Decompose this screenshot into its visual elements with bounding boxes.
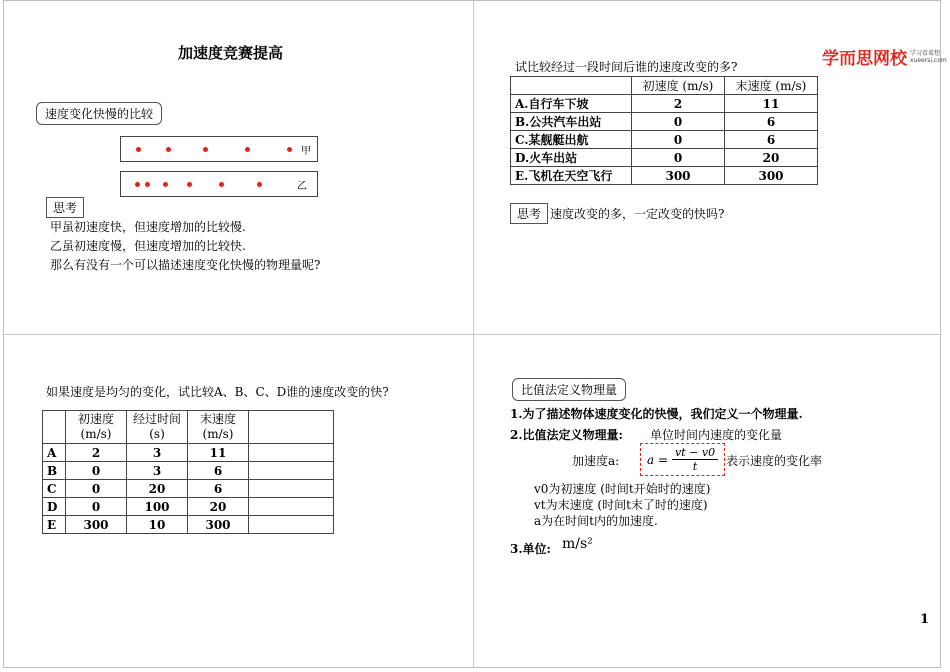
- slide4-line-2-suffix: 单位时间内速度的变化量: [650, 428, 783, 442]
- page-number: 1: [920, 612, 930, 627]
- table-cell: 10: [127, 516, 188, 534]
- table-cell: 0: [66, 480, 127, 498]
- table-cell: D: [43, 498, 66, 516]
- track-b-dot: [163, 182, 168, 187]
- def-a: a为在时间t内的加速度.: [534, 514, 658, 528]
- table-header-row: [43, 411, 334, 444]
- table-row: [43, 480, 334, 498]
- slide1-line-2: 乙虽初速度慢，但速度增加的比较快.: [50, 239, 246, 253]
- slide2-table: [510, 76, 818, 185]
- header-text: 经过时间: [132, 412, 181, 426]
- table-row: [511, 95, 818, 113]
- table-header-cell: [511, 77, 632, 95]
- table-cell: [249, 444, 334, 462]
- table-cell: [249, 480, 334, 498]
- table-cell: 0: [632, 149, 725, 167]
- slide2-question: 试比较经过一段时间后谁的速度改变的多?: [515, 60, 738, 74]
- table-cell: 6: [188, 462, 249, 480]
- track-b-dot: [187, 182, 192, 187]
- table-header-cell: [43, 411, 66, 444]
- track-b-dot: [145, 182, 150, 187]
- track-a-dot: [203, 147, 208, 152]
- accel-label: 加速度a:: [572, 454, 620, 468]
- table-cell: 6: [188, 480, 249, 498]
- table-cell: 2: [632, 95, 725, 113]
- slide1-line-3: 那么有没有一个可以描述速度变化快慢的物理量呢?: [50, 258, 321, 272]
- formula-numerator: vt − v0: [672, 446, 718, 460]
- formula-denominator: t: [692, 460, 698, 473]
- def-v0: v0为初速度 (时间t开始时的速度): [534, 482, 711, 496]
- table-header-cell: [188, 411, 249, 444]
- track-a-dot: [166, 147, 171, 152]
- table-header-cell: [66, 411, 127, 444]
- table-cell: 300: [66, 516, 127, 534]
- table-row: [43, 444, 334, 462]
- table-cell: 2: [66, 444, 127, 462]
- table-row: [511, 131, 818, 149]
- table-cell: B.公共汽车出站: [511, 113, 632, 131]
- table-row: [511, 167, 818, 185]
- track-a-label: 甲: [301, 146, 311, 157]
- slide1-title: 加速度竞赛提高: [178, 44, 284, 62]
- table-header-cell: [249, 411, 334, 444]
- formula-fraction: [672, 446, 718, 473]
- def-vt: vt为末速度 (时间t末了时的速度): [534, 498, 708, 512]
- header-unit: (m/s): [202, 427, 234, 441]
- table-cell: 20: [188, 498, 249, 516]
- table-cell: 11: [725, 95, 818, 113]
- brand-logo-sub2: xueersi.com: [910, 56, 947, 64]
- slide4-section-label: 比值法定义物理量: [512, 378, 626, 401]
- table-cell: E: [43, 516, 66, 534]
- table-header-row: [511, 77, 818, 95]
- slide3-table: [42, 410, 334, 534]
- track-b-dot: [135, 182, 140, 187]
- table-cell: [249, 498, 334, 516]
- track-a-dot: [287, 147, 292, 152]
- table-header-cell: [127, 411, 188, 444]
- slide1-think-label: 思考: [46, 197, 84, 218]
- table-cell: C: [43, 480, 66, 498]
- unit-label: 3.单位:: [510, 542, 551, 556]
- table-cell: 300: [725, 167, 818, 185]
- header-unit: (s): [149, 427, 165, 441]
- table-row: [43, 462, 334, 480]
- table-cell: A.自行车下坡: [511, 95, 632, 113]
- formula-note: 表示速度的变化率: [726, 454, 823, 468]
- table-header-cell: 初速度 (m/s): [632, 77, 725, 95]
- table-cell: 300: [188, 516, 249, 534]
- table-cell: A: [43, 444, 66, 462]
- header-unit: (m/s): [80, 427, 112, 441]
- table-cell: [249, 462, 334, 480]
- track-a-dot: [136, 147, 141, 152]
- table-cell: C.某舰艇出航: [511, 131, 632, 149]
- slide2-think-label: 思考: [510, 203, 548, 224]
- track-b-dot: [219, 182, 224, 187]
- table-row: [511, 113, 818, 131]
- formula-lhs: a =: [647, 452, 669, 467]
- header-text: 初速度: [77, 412, 114, 426]
- table-cell: 3: [127, 462, 188, 480]
- table-cell: 0: [66, 498, 127, 516]
- brand-logo-text: 学而思网校: [822, 49, 907, 69]
- brand-logo: [822, 44, 947, 69]
- table-cell: [249, 516, 334, 534]
- table-header-cell: 末速度 (m/s): [725, 77, 818, 95]
- table-cell: B: [43, 462, 66, 480]
- table-row: [511, 149, 818, 167]
- accel-formula: [640, 443, 725, 476]
- slide3-question: 如果速度是均匀的变化，试比较A、B、C、D谁的速度改变的快?: [46, 385, 389, 399]
- table-cell: 0: [632, 131, 725, 149]
- slide1-line-1: 甲虽初速度快，但速度增加的比较慢.: [50, 220, 246, 234]
- table-cell: D.火车出站: [511, 149, 632, 167]
- table-cell: 6: [725, 113, 818, 131]
- unit-value: m/s²: [562, 536, 593, 552]
- table-cell: 0: [632, 113, 725, 131]
- table-cell: 20: [127, 480, 188, 498]
- horizontal-divider: [3, 334, 941, 335]
- track-b-label: 乙: [297, 181, 307, 192]
- table-cell: 20: [725, 149, 818, 167]
- table-row: [43, 516, 334, 534]
- track-a-dot: [245, 147, 250, 152]
- header-text: 末速度: [199, 412, 236, 426]
- track-b-dot: [257, 182, 262, 187]
- table-cell: 3: [127, 444, 188, 462]
- table-row: [43, 498, 334, 516]
- brand-logo-sub1: 学习看着想: [910, 49, 941, 57]
- table-cell: 6: [725, 131, 818, 149]
- table-cell: E.飞机在天空飞行: [511, 167, 632, 185]
- slide4-line-1: 1.为了描述物体速度变化的快慢，我们定义一个物理量.: [510, 407, 803, 421]
- track-b: [120, 171, 318, 197]
- table-cell: 300: [632, 167, 725, 185]
- table-cell: 100: [127, 498, 188, 516]
- table-cell: 11: [188, 444, 249, 462]
- table-cell: 0: [66, 462, 127, 480]
- slide4-line-2-prefix: 2.比值法定义物理量:: [510, 428, 623, 442]
- slide2-think-text: 速度改变的多，一定改变的快吗?: [550, 207, 725, 221]
- track-a: [120, 136, 318, 162]
- slide1-section-label: 速度变化快慢的比较: [36, 102, 162, 125]
